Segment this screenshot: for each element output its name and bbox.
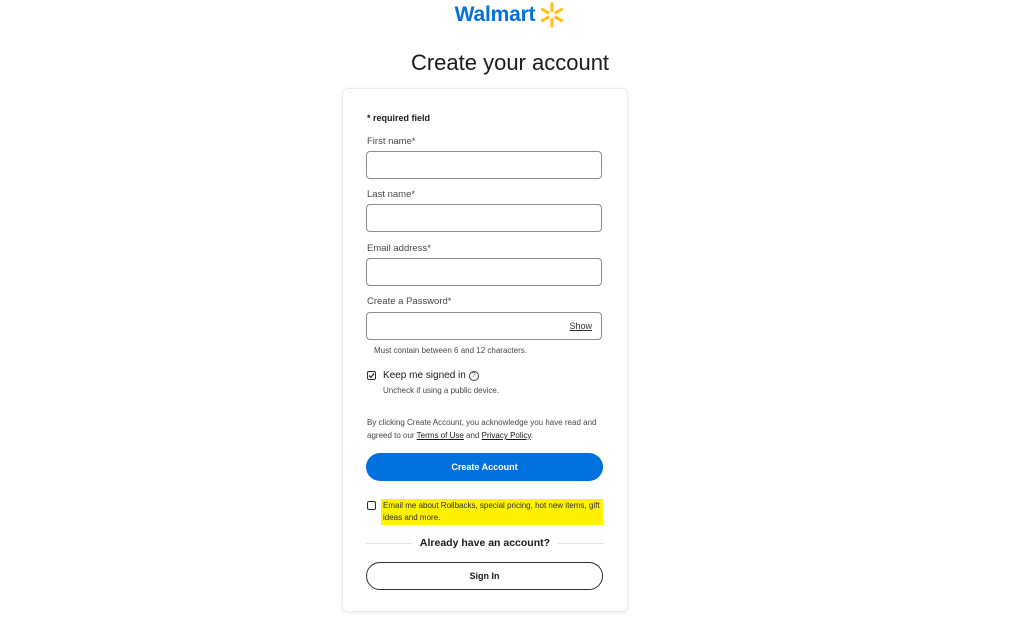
keep-signed-in-label: Keep me signed in — [383, 370, 466, 381]
create-account-button[interactable]: Create Account — [366, 453, 603, 481]
walmart-logo[interactable] — [0, 0, 1020, 30]
legal-prefix: By clicking Create Account, you acknowledge you have read and agreed to our — [367, 418, 597, 440]
logo-wordmark: Walmart — [454, 3, 536, 26]
email-label: Email address* — [367, 243, 431, 254]
spark-icon — [539, 2, 565, 28]
last-name-label: Last name* — [367, 189, 416, 200]
password-hint: Must contain between 6 and 12 characters. — [374, 346, 527, 355]
page-title: Create your account — [410, 50, 610, 75]
last-name-input[interactable] — [366, 204, 602, 232]
show-password-button[interactable]: Show — [569, 321, 592, 331]
legal-conjunction: and — [466, 431, 480, 440]
keep-signed-in-checkbox[interactable] — [367, 371, 376, 380]
password-label: Create a Password* — [367, 296, 452, 307]
first-name-label: First name* — [367, 136, 416, 147]
already-have-account-text: Already have an account? — [412, 537, 558, 549]
required-field-note: * required field — [367, 113, 431, 123]
email-input[interactable] — [366, 258, 602, 286]
already-have-account-row — [366, 537, 604, 549]
legal-suffix: . — [530, 431, 534, 440]
terms-of-use-link[interactable]: Terms of Use — [416, 431, 464, 440]
email-optin-checkbox[interactable] — [367, 501, 376, 510]
sign-in-button[interactable]: Sign In — [366, 562, 603, 590]
email-optin-label: Email me about Rollbacks, special pricing, hot new items, gift ideas and more. — [381, 499, 603, 525]
keep-signed-in-row — [383, 370, 479, 381]
create-account-card — [342, 88, 628, 612]
privacy-policy-link[interactable]: Privacy Policy — [481, 431, 531, 440]
legal-disclaimer — [367, 416, 607, 442]
checkmark-icon — [368, 372, 375, 379]
password-input[interactable] — [373, 318, 553, 334]
first-name-input[interactable] — [366, 151, 602, 179]
keep-signed-in-sublabel: Uncheck if using a public device. — [383, 386, 500, 395]
question-circle-icon[interactable]: ? — [469, 371, 479, 381]
password-field-wrapper — [366, 312, 602, 340]
